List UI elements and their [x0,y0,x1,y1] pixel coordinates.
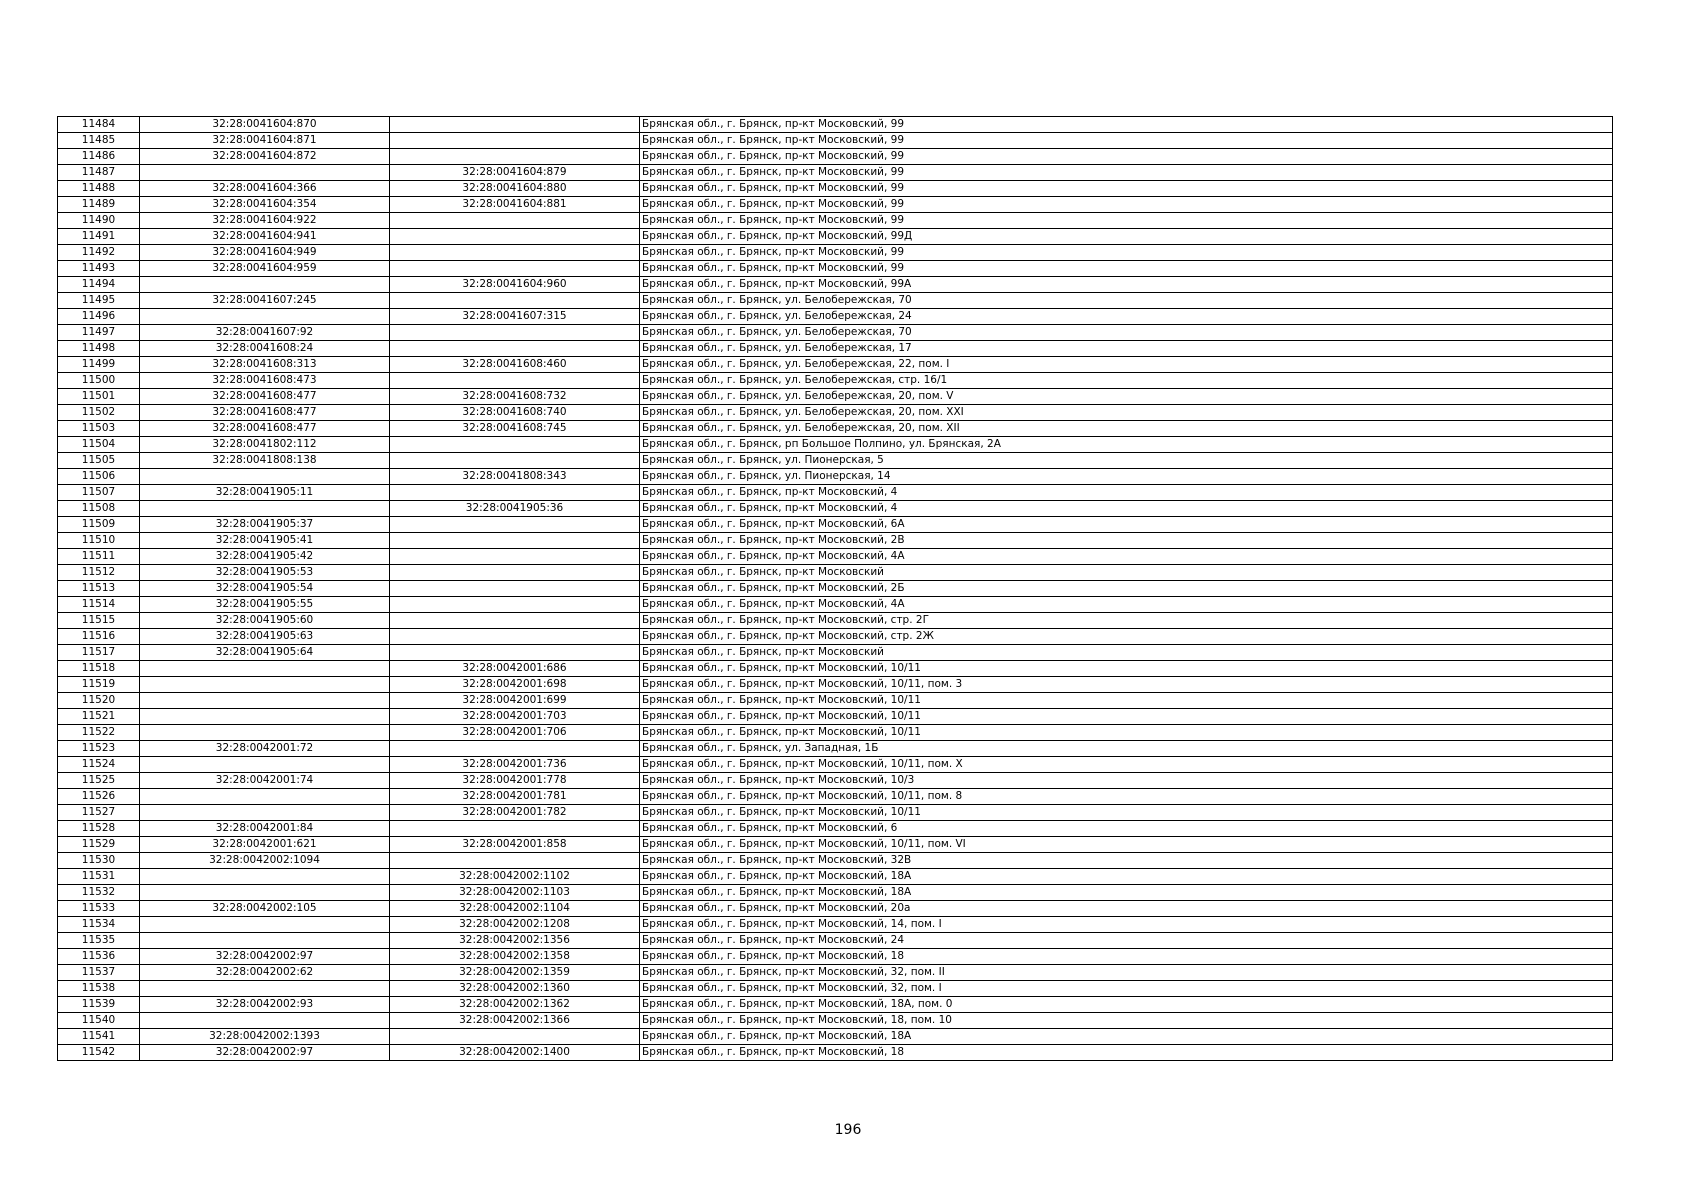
table-row [58,581,1613,597]
row-number-cell: 11494 [58,277,140,293]
row-number-cell: 11520 [58,693,140,709]
object-cadastral-number-cell [390,581,640,597]
table-row [58,261,1613,277]
row-number-cell: 11491 [58,229,140,245]
table-row [58,773,1613,789]
cadastral-number-cell: 32:28:0041608:477 [140,421,390,437]
object-cadastral-number-cell: 32:28:0042002:1360 [390,981,640,997]
cadastral-number-cell [140,725,390,741]
table-row [58,325,1613,341]
table-row [58,549,1613,565]
object-cadastral-number-cell: 32:28:0042002:1359 [390,965,640,981]
address-cell: Брянская обл., г. Брянск, ул. Белобережская, 22, пом. I [640,357,1613,373]
cadastral-number-cell: 32:28:0041604:872 [140,149,390,165]
table-row [58,629,1613,645]
cadastral-number-cell [140,469,390,485]
row-number-cell: 11493 [58,261,140,277]
row-number-cell: 11495 [58,293,140,309]
table-row [58,677,1613,693]
address-cell: Брянская обл., г. Брянск, пр-кт Московский, 99 [640,245,1613,261]
cadastral-number-cell [140,677,390,693]
cadastral-number-cell [140,309,390,325]
row-number-cell: 11515 [58,613,140,629]
cadastral-number-cell [140,933,390,949]
address-cell: Брянская обл., г. Брянск, пр-кт Московский, 10/11 [640,805,1613,821]
table-row [58,565,1613,581]
address-cell: Брянская обл., г. Брянск, ул. Пионерская, 5 [640,453,1613,469]
address-cell: Брянская обл., г. Брянск, пр-кт Московский, 18, пом. 10 [640,1013,1613,1029]
cadastral-number-cell [140,869,390,885]
row-number-cell: 11517 [58,645,140,661]
address-cell: Брянская обл., г. Брянск, пр-кт Московский, 4 [640,501,1613,517]
table-row [58,213,1613,229]
row-number-cell: 11535 [58,933,140,949]
row-number-cell: 11523 [58,741,140,757]
row-number-cell: 11541 [58,1029,140,1045]
row-number-cell: 11496 [58,309,140,325]
object-cadastral-number-cell [390,437,640,453]
row-number-cell: 11499 [58,357,140,373]
table-row [58,725,1613,741]
row-number-cell: 11512 [58,565,140,581]
table-row [58,837,1613,853]
table-row [58,613,1613,629]
object-cadastral-number-cell: 32:28:0042001:703 [390,709,640,725]
address-cell: Брянская обл., г. Брянск, пр-кт Московский, стр. 2Ж [640,629,1613,645]
table-row [58,805,1613,821]
address-cell: Брянская обл., г. Брянск, ул. Белобережская, стр. 16/1 [640,373,1613,389]
row-number-cell: 11503 [58,421,140,437]
address-cell: Брянская обл., г. Брянск, пр-кт Московский, 4А [640,597,1613,613]
cadastral-number-cell: 32:28:0042001:74 [140,773,390,789]
object-cadastral-number-cell: 32:28:0042002:1103 [390,885,640,901]
row-number-cell: 11498 [58,341,140,357]
row-number-cell: 11484 [58,117,140,133]
address-cell: Брянская обл., г. Брянск, пр-кт Московский, 4А [640,549,1613,565]
cadastral-number-cell: 32:28:0042002:93 [140,997,390,1013]
row-number-cell: 11530 [58,853,140,869]
address-cell: Брянская обл., г. Брянск, пр-кт Московский, 18А [640,885,1613,901]
object-cadastral-number-cell [390,517,640,533]
row-number-cell: 11514 [58,597,140,613]
object-cadastral-number-cell: 32:28:0042001:858 [390,837,640,853]
address-cell: Брянская обл., г. Брянск, пр-кт Московский, стр. 2Г [640,613,1613,629]
table-row [58,757,1613,773]
cadastral-number-cell: 32:28:0042002:1094 [140,853,390,869]
cadastral-number-cell: 32:28:0041905:55 [140,597,390,613]
row-number-cell: 11516 [58,629,140,645]
table-row [58,693,1613,709]
object-cadastral-number-cell: 32:28:0041607:315 [390,309,640,325]
cadastral-number-cell: 32:28:0042002:62 [140,965,390,981]
cadastral-number-cell [140,1013,390,1029]
address-cell: Брянская обл., г. Брянск, пр-кт Московский, 18А [640,869,1613,885]
object-cadastral-number-cell: 32:28:0042001:706 [390,725,640,741]
cadastral-number-cell: 32:28:0041905:11 [140,485,390,501]
table-row [58,421,1613,437]
row-number-cell: 11529 [58,837,140,853]
address-cell: Брянская обл., г. Брянск, пр-кт Московский, 18 [640,949,1613,965]
cadastral-number-cell [140,981,390,997]
cadastral-number-cell: 32:28:0042002:105 [140,901,390,917]
row-number-cell: 11497 [58,325,140,341]
object-cadastral-number-cell: 32:28:0042001:781 [390,789,640,805]
row-number-cell: 11537 [58,965,140,981]
object-cadastral-number-cell: 32:28:0042002:1356 [390,933,640,949]
table-row [58,1045,1613,1061]
table-row [58,661,1613,677]
table-row [58,501,1613,517]
row-number-cell: 11488 [58,181,140,197]
address-cell: Брянская обл., г. Брянск, пр-кт Московский, 10/11 [640,661,1613,677]
cadastral-number-cell [140,277,390,293]
cadastral-number-cell [140,165,390,181]
object-cadastral-number-cell: 32:28:0042002:1102 [390,869,640,885]
address-cell: Брянская обл., г. Брянск, пр-кт Московский, 10/11, пом. X [640,757,1613,773]
row-number-cell: 11509 [58,517,140,533]
address-cell: Брянская обл., г. Брянск, пр-кт Московский, 99 [640,197,1613,213]
object-cadastral-number-cell: 32:28:0042002:1358 [390,949,640,965]
row-number-cell: 11502 [58,405,140,421]
object-cadastral-number-cell: 32:28:0042001:686 [390,661,640,677]
object-cadastral-number-cell [390,213,640,229]
cadastral-number-cell [140,885,390,901]
row-number-cell: 11534 [58,917,140,933]
row-number-cell: 11510 [58,533,140,549]
object-cadastral-number-cell: 32:28:0041604:881 [390,197,640,213]
cadastral-number-cell: 32:28:0041905:54 [140,581,390,597]
row-number-cell: 11538 [58,981,140,997]
object-cadastral-number-cell: 32:28:0041608:740 [390,405,640,421]
cadastral-number-cell: 32:28:0041604:922 [140,213,390,229]
table-row [58,245,1613,261]
cadastral-table [57,116,1613,1061]
address-cell: Брянская обл., г. Брянск, пр-кт Московский, 18 [640,1045,1613,1061]
row-number-cell: 11501 [58,389,140,405]
table-row [58,885,1613,901]
object-cadastral-number-cell: 32:28:0041604:960 [390,277,640,293]
table-row [58,933,1613,949]
object-cadastral-number-cell [390,853,640,869]
row-number-cell: 11525 [58,773,140,789]
object-cadastral-number-cell: 32:28:0042002:1208 [390,917,640,933]
table-row [58,949,1613,965]
object-cadastral-number-cell: 32:28:0041808:343 [390,469,640,485]
row-number-cell: 11527 [58,805,140,821]
address-cell: Брянская обл., г. Брянск, пр-кт Московский, 4 [640,485,1613,501]
table-row [58,981,1613,997]
row-number-cell: 11511 [58,549,140,565]
address-cell: Брянская обл., г. Брянск, ул. Западная, 1Б [640,741,1613,757]
object-cadastral-number-cell [390,629,640,645]
row-number-cell: 11513 [58,581,140,597]
cadastral-number-cell: 32:28:0041905:37 [140,517,390,533]
address-cell: Брянская обл., г. Брянск, пр-кт Московский, 2Б [640,581,1613,597]
cadastral-number-cell: 32:28:0041604:354 [140,197,390,213]
address-cell: Брянская обл., г. Брянск, пр-кт Московский, 6А [640,517,1613,533]
table-row [58,133,1613,149]
table-row [58,1013,1613,1029]
object-cadastral-number-cell: 32:28:0041608:732 [390,389,640,405]
row-number-cell: 11522 [58,725,140,741]
object-cadastral-number-cell [390,341,640,357]
object-cadastral-number-cell: 32:28:0041608:745 [390,421,640,437]
cadastral-number-cell: 32:28:0041905:63 [140,629,390,645]
table-row [58,197,1613,213]
address-cell: Брянская обл., г. Брянск, пр-кт Московский, 10/11, пом. 3 [640,677,1613,693]
cadastral-number-cell: 32:28:0041905:53 [140,565,390,581]
table-row [58,149,1613,165]
object-cadastral-number-cell [390,645,640,661]
address-cell: Брянская обл., г. Брянск, пр-кт Московский, 99 [640,117,1613,133]
address-cell: Брянская обл., г. Брянск, ул. Белобережская, 20, пом. XII [640,421,1613,437]
object-cadastral-number-cell: 32:28:0042002:1366 [390,1013,640,1029]
table-row [58,469,1613,485]
table-row [58,453,1613,469]
object-cadastral-number-cell [390,117,640,133]
table-row [58,165,1613,181]
address-cell: Брянская обл., г. Брянск, ул. Белобережская, 70 [640,293,1613,309]
row-number-cell: 11542 [58,1045,140,1061]
cadastral-number-cell: 32:28:0042001:621 [140,837,390,853]
object-cadastral-number-cell: 32:28:0042001:778 [390,773,640,789]
address-cell: Брянская обл., г. Брянск, пр-кт Московский, 10/11 [640,709,1613,725]
address-cell: Брянская обл., г. Брянск, пр-кт Московский, 10/11 [640,693,1613,709]
row-number-cell: 11539 [58,997,140,1013]
cadastral-number-cell: 32:28:0041604:870 [140,117,390,133]
address-cell: Брянская обл., г. Брянск, пр-кт Московский, 32, пом. II [640,965,1613,981]
object-cadastral-number-cell [390,261,640,277]
address-cell: Брянская обл., г. Брянск, ул. Белобережская, 17 [640,341,1613,357]
row-number-cell: 11486 [58,149,140,165]
cadastral-number-cell [140,789,390,805]
row-number-cell: 11500 [58,373,140,389]
table-row [58,293,1613,309]
address-cell: Брянская обл., г. Брянск, ул. Белобережская, 20, пом. V [640,389,1613,405]
cadastral-number-cell [140,693,390,709]
table-row [58,821,1613,837]
address-cell: Брянская обл., г. Брянск, пр-кт Московский [640,565,1613,581]
row-number-cell: 11487 [58,165,140,181]
table-row [58,405,1613,421]
object-cadastral-number-cell [390,613,640,629]
table-body [58,117,1613,1061]
table-row [58,597,1613,613]
address-cell: Брянская обл., г. Брянск, пр-кт Московский, 32, пом. I [640,981,1613,997]
address-cell: Брянская обл., г. Брянск, пр-кт Московский, 32В [640,853,1613,869]
address-cell: Брянская обл., г. Брянск, пр-кт Московский, 18А, пом. 0 [640,997,1613,1013]
object-cadastral-number-cell [390,597,640,613]
cadastral-number-cell: 32:28:0042001:84 [140,821,390,837]
address-cell: Брянская обл., г. Брянск, пр-кт Московский, 99 [640,133,1613,149]
address-cell: Брянская обл., г. Брянск, пр-кт Московский, 10/11, пом. VI [640,837,1613,853]
table-row [58,485,1613,501]
row-number-cell: 11508 [58,501,140,517]
cadastral-number-cell [140,917,390,933]
cadastral-number-cell [140,661,390,677]
cadastral-number-cell: 32:28:0042001:72 [140,741,390,757]
table-row [58,117,1613,133]
cadastral-number-cell: 32:28:0041608:477 [140,405,390,421]
table-row [58,789,1613,805]
address-cell: Брянская обл., г. Брянск, пр-кт Московский, 18А [640,1029,1613,1045]
row-number-cell: 11533 [58,901,140,917]
object-cadastral-number-cell: 32:28:0042001:699 [390,693,640,709]
table-row [58,709,1613,725]
cadastral-number-cell [140,757,390,773]
object-cadastral-number-cell [390,533,640,549]
cadastral-number-cell: 32:28:0042002:1393 [140,1029,390,1045]
cadastral-number-cell: 32:28:0041608:313 [140,357,390,373]
table-row [58,997,1613,1013]
cadastral-number-cell [140,805,390,821]
address-cell: Брянская обл., г. Брянск, пр-кт Московский, 99А [640,277,1613,293]
row-number-cell: 11532 [58,885,140,901]
address-cell: Брянская обл., г. Брянск, пр-кт Московский, 99 [640,149,1613,165]
address-cell: Брянская обл., г. Брянск, пр-кт Московский, 99Д [640,229,1613,245]
object-cadastral-number-cell [390,485,640,501]
cadastral-number-cell: 32:28:0041604:366 [140,181,390,197]
object-cadastral-number-cell: 32:28:0042001:736 [390,757,640,773]
object-cadastral-number-cell: 32:28:0042002:1104 [390,901,640,917]
object-cadastral-number-cell [390,373,640,389]
cadastral-number-cell: 32:28:0041905:64 [140,645,390,661]
object-cadastral-number-cell [390,565,640,581]
address-cell: Брянская обл., г. Брянск, пр-кт Московский, 14, пом. I [640,917,1613,933]
table-row [58,965,1613,981]
row-number-cell: 11524 [58,757,140,773]
address-cell: Брянская обл., г. Брянск, пр-кт Московский, 99 [640,181,1613,197]
cadastral-number-cell: 32:28:0041802:112 [140,437,390,453]
page-number: 196 [834,1122,862,1138]
object-cadastral-number-cell [390,325,640,341]
table-row [58,437,1613,453]
cadastral-number-cell: 32:28:0041604:959 [140,261,390,277]
object-cadastral-number-cell [390,821,640,837]
row-number-cell: 11519 [58,677,140,693]
table-row [58,181,1613,197]
row-number-cell: 11531 [58,869,140,885]
object-cadastral-number-cell [390,1029,640,1045]
object-cadastral-number-cell [390,229,640,245]
cadastral-number-cell: 32:28:0041905:42 [140,549,390,565]
row-number-cell: 11528 [58,821,140,837]
cadastral-number-cell: 32:28:0041604:871 [140,133,390,149]
row-number-cell: 11485 [58,133,140,149]
table-row [58,533,1613,549]
table-row [58,869,1613,885]
row-number-cell: 11492 [58,245,140,261]
address-cell: Брянская обл., г. Брянск, пр-кт Московский [640,645,1613,661]
address-cell: Брянская обл., г. Брянск, ул. Белобережская, 70 [640,325,1613,341]
cadastral-number-cell: 32:28:0041608:24 [140,341,390,357]
address-cell: Брянская обл., г. Брянск, ул. Белобережская, 20, пом. XXI [640,405,1613,421]
address-cell: Брянская обл., г. Брянск, пр-кт Московский, 10/11, пом. 8 [640,789,1613,805]
object-cadastral-number-cell [390,149,640,165]
object-cadastral-number-cell [390,741,640,757]
table-row [58,901,1613,917]
row-number-cell: 11507 [58,485,140,501]
address-cell: Брянская обл., г. Брянск, пр-кт Московский, 99 [640,261,1613,277]
row-number-cell: 11504 [58,437,140,453]
cadastral-number-cell: 32:28:0041604:949 [140,245,390,261]
row-number-cell: 11540 [58,1013,140,1029]
object-cadastral-number-cell: 32:28:0042002:1362 [390,997,640,1013]
cadastral-number-cell [140,501,390,517]
address-cell: Брянская обл., г. Брянск, пр-кт Московский, 99 [640,213,1613,229]
cadastral-number-cell: 32:28:0041604:941 [140,229,390,245]
address-cell: Брянская обл., г. Брянск, пр-кт Московский, 99 [640,165,1613,181]
table-row [58,1029,1613,1045]
row-number-cell: 11521 [58,709,140,725]
cadastral-number-cell: 32:28:0041808:138 [140,453,390,469]
cadastral-number-cell [140,709,390,725]
table-row [58,373,1613,389]
table-row [58,645,1613,661]
table-row [58,309,1613,325]
row-number-cell: 11536 [58,949,140,965]
object-cadastral-number-cell [390,245,640,261]
row-number-cell: 11505 [58,453,140,469]
address-cell: Брянская обл., г. Брянск, пр-кт Московский, 10/11 [640,725,1613,741]
address-cell: Брянская обл., г. Брянск, ул. Белобережская, 24 [640,309,1613,325]
cadastral-number-cell: 32:28:0041905:41 [140,533,390,549]
table-row [58,277,1613,293]
table-row [58,917,1613,933]
cadastral-number-cell: 32:28:0042002:97 [140,1045,390,1061]
address-cell: Брянская обл., г. Брянск, пр-кт Московский, 24 [640,933,1613,949]
object-cadastral-number-cell: 32:28:0041608:460 [390,357,640,373]
cadastral-number-cell: 32:28:0041607:92 [140,325,390,341]
address-cell: Брянская обл., г. Брянск, пр-кт Московский, 20а [640,901,1613,917]
table-row [58,517,1613,533]
row-number-cell: 11490 [58,213,140,229]
cadastral-number-cell: 32:28:0041608:477 [140,389,390,405]
cadastral-number-cell: 32:28:0041905:60 [140,613,390,629]
table-row [58,357,1613,373]
row-number-cell: 11526 [58,789,140,805]
address-cell: Брянская обл., г. Брянск, рп Большое Полпино, ул. Брянская, 2А [640,437,1613,453]
cadastral-number-cell: 32:28:0041607:245 [140,293,390,309]
address-cell: Брянская обл., г. Брянск, ул. Пионерская, 14 [640,469,1613,485]
cadastral-number-cell: 32:28:0041608:473 [140,373,390,389]
row-number-cell: 11518 [58,661,140,677]
row-number-cell: 11489 [58,197,140,213]
object-cadastral-number-cell: 32:28:0041604:880 [390,181,640,197]
table-row [58,741,1613,757]
address-cell: Брянская обл., г. Брянск, пр-кт Московский, 2В [640,533,1613,549]
row-number-cell: 11506 [58,469,140,485]
object-cadastral-number-cell [390,133,640,149]
address-cell: Брянская обл., г. Брянск, пр-кт Московский, 10/3 [640,773,1613,789]
object-cadastral-number-cell: 32:28:0042002:1400 [390,1045,640,1061]
table-row [58,229,1613,245]
table-row [58,341,1613,357]
address-cell: Брянская обл., г. Брянск, пр-кт Московский, 6 [640,821,1613,837]
object-cadastral-number-cell: 32:28:0041905:36 [390,501,640,517]
cadastral-number-cell: 32:28:0042002:97 [140,949,390,965]
object-cadastral-number-cell: 32:28:0042001:782 [390,805,640,821]
object-cadastral-number-cell [390,293,640,309]
object-cadastral-number-cell [390,453,640,469]
object-cadastral-number-cell: 32:28:0042001:698 [390,677,640,693]
object-cadastral-number-cell: 32:28:0041604:879 [390,165,640,181]
object-cadastral-number-cell [390,549,640,565]
table-row [58,389,1613,405]
table-row [58,853,1613,869]
